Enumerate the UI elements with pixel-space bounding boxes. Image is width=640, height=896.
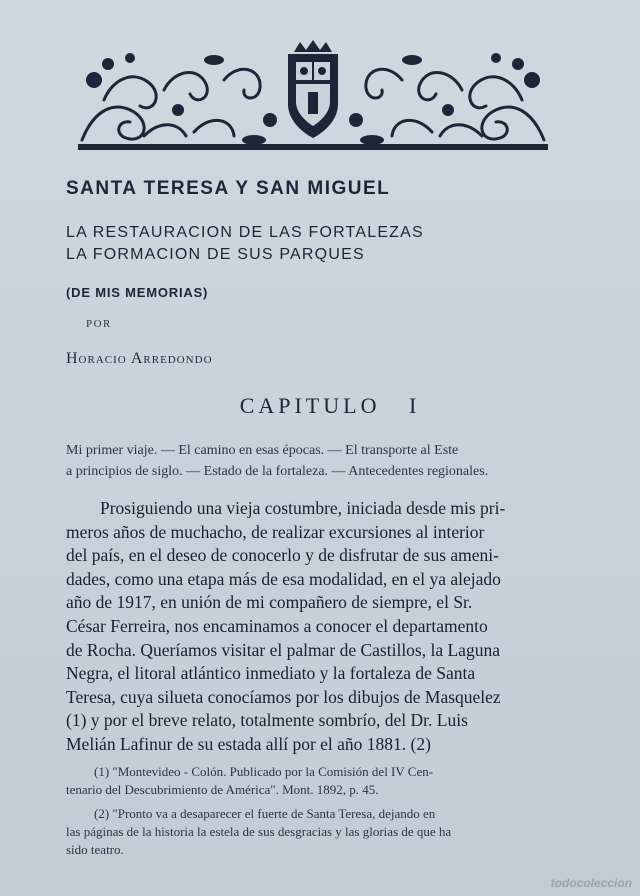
subtitle-line: LA RESTAURACION DE LAS FORTALEZAS xyxy=(66,224,424,241)
footnote-line: (1) "Montevideo - Colón. Publicado por la Comisión del IV Cen- xyxy=(94,764,434,779)
footnote-line: las páginas de la historia la estela de sus desgracias y las glorias de que ha xyxy=(66,824,452,839)
footnotes xyxy=(66,763,584,859)
body-line: Teresa, cuya silueta conocíamos por los dibujos de Masquelez xyxy=(66,686,501,707)
body-line: César Ferreira, nos encaminamos a conocer el departamento xyxy=(66,615,488,636)
body-line: de Rocha. Queríamos visitar el palmar de Castillos, la Laguna xyxy=(66,639,500,660)
body-line: año de 1917, en unión de mi compañero de siempre, el Sr. xyxy=(66,592,473,613)
watermark: todocoleccion xyxy=(550,876,632,890)
body-line: meros años de muchacho, de realizar excursiones al interior xyxy=(66,521,485,542)
footnote-line: (2) "Pronto va a desaparecer el fuerte de Santa Teresa, dejando en xyxy=(94,806,436,821)
chapter-summary xyxy=(66,440,582,482)
by-label: POR xyxy=(86,318,112,330)
body-line: Prosiguiendo una vieja costumbre, iniciada desde mis pri- xyxy=(100,498,506,518)
subtitle-line: LA FORMACION DE SUS PARQUES xyxy=(66,246,365,263)
summary-line: Mi primer viaje. — El camino en esas épocas. — El transporte al Este xyxy=(66,443,459,458)
memorias-note: (DE MIS MEMORIAS) xyxy=(66,285,209,300)
author-name: Horacio Arredondo xyxy=(66,350,213,367)
decorative-ornament-header xyxy=(74,40,552,152)
article-subtitle xyxy=(66,222,586,266)
body-line: (1) y por el breve relato, totalmente sombrío, del Dr. Luis xyxy=(66,710,468,731)
footnote-line: sido teatro. xyxy=(66,842,124,857)
summary-line: a principios de siglo. — Estado de la fortaleza. — Antecedentes regionales. xyxy=(66,464,489,479)
body-line: Melián Lafinur de su estada allí por el año 1881. (2) xyxy=(66,733,431,754)
body-line: del país, en el deseo de conocerlo y de disfrutar de sus ameni- xyxy=(66,545,499,566)
article-title: SANTA TERESA Y SAN MIGUEL xyxy=(66,178,391,199)
body-paragraph xyxy=(66,497,576,757)
body-line: Negra, el litoral atlántico inmediato y la fortaleza de Santa xyxy=(66,663,476,684)
chapter-heading: CAPITULO I xyxy=(239,393,421,418)
body-line: dades, como una etapa más de esa modalidad, en el ya alejado xyxy=(66,568,501,589)
footnote-line: tenario del Descubrimiento de América". Mont. 1892, p. 45. xyxy=(66,782,379,797)
